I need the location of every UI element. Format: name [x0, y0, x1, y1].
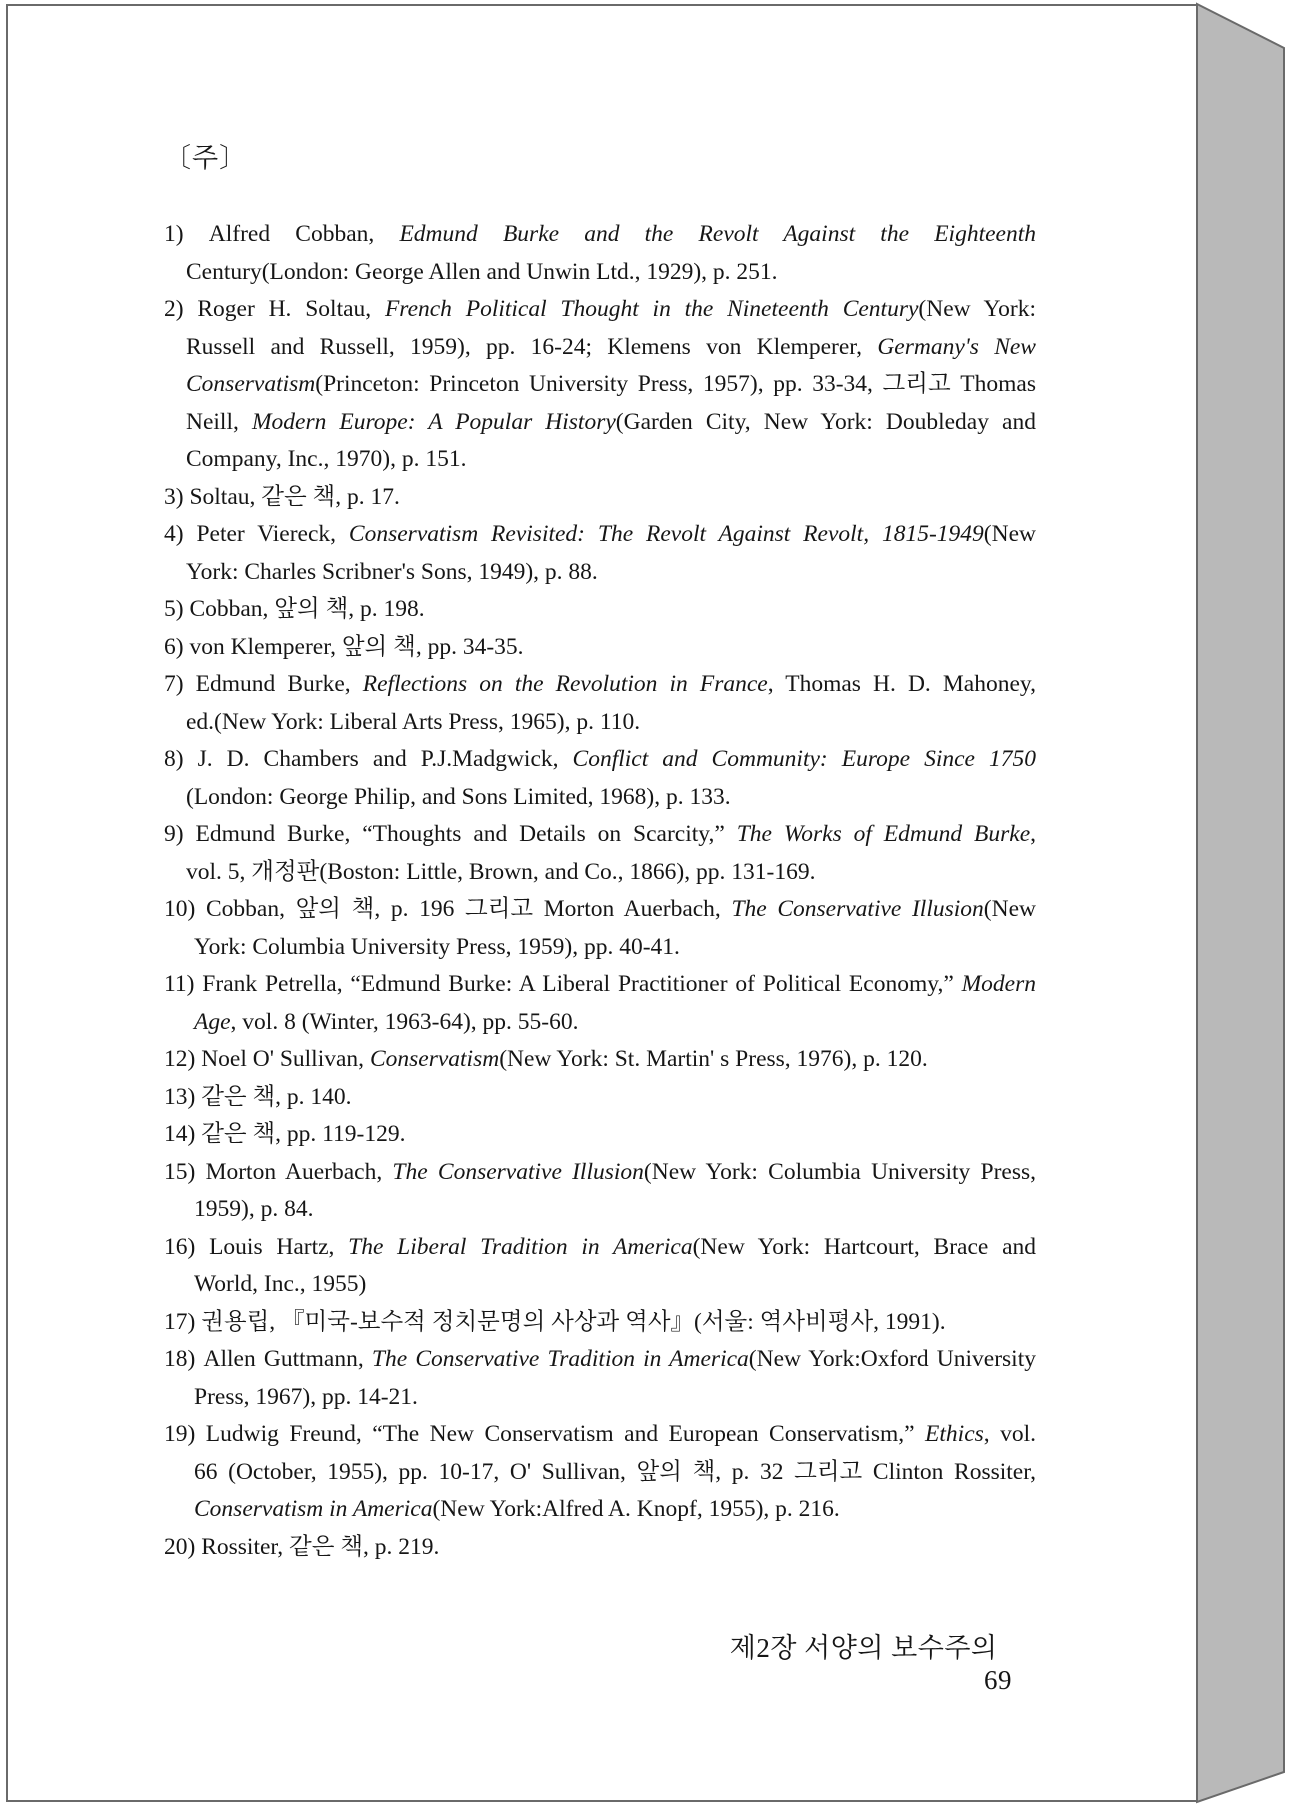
footnote-item	[164, 1154, 1036, 1229]
page-footer	[700, 1626, 1012, 1696]
note-text: 1959), p. 84.	[194, 1196, 314, 1222]
footnotes-list	[164, 216, 1036, 1566]
note-text: (New York: St. Martin' s Press, 1976), p. 120.	[499, 1046, 928, 1072]
note-text: (New York:Oxford University	[748, 1346, 1036, 1372]
footnote-first-line	[164, 1529, 1036, 1567]
note-title: Conservatism Revisited: The Revolt Against Revolt, 1815-1949	[348, 521, 984, 547]
note-title: Modern Europe: A Popular History	[251, 408, 616, 435]
page-number: 69	[984, 1665, 1012, 1695]
footnote-number: 8)	[164, 746, 184, 772]
footnote-number: 3)	[164, 483, 184, 510]
footnote-item	[164, 741, 1036, 816]
footnote-number: 1)	[164, 221, 184, 247]
footnote-continuation	[164, 704, 1036, 742]
note-title: Germany's New Conservatism	[186, 333, 1036, 397]
footnote-item	[164, 666, 1036, 741]
footnote-number: 7)	[164, 671, 184, 697]
note-text: Edmund Burke, “Thoughts and Details on Scarcity,”	[195, 821, 737, 847]
note-text: 66 (October, 1955), pp. 10-17, O' Sullivan, 앞의 책, p. 32 그리고 Clinton Rossiter,	[194, 1458, 1036, 1485]
footnote-item	[164, 216, 1036, 291]
footnote-item	[164, 816, 1036, 891]
note-text: Edmund Burke,	[195, 671, 363, 697]
footnote-continuation	[164, 1379, 1036, 1417]
footnote-first-line	[164, 1416, 1036, 1454]
footnote-number: 18)	[164, 1346, 196, 1372]
note-text: Russell and Russell, 1959), pp. 16-24; Klemens von Klemperer,	[186, 333, 878, 360]
note-text: Alfred Cobban,	[208, 221, 400, 247]
note-text: , vol.	[983, 1421, 1037, 1447]
note-title: Edmund Burke and the Revolt Against the Eighteenth	[399, 221, 1036, 247]
footnote-number: 9)	[164, 821, 184, 847]
footnote-number: 16)	[164, 1233, 196, 1260]
footnote-first-line	[164, 479, 1036, 517]
note-text: (New York: Columbia University Press,	[643, 1158, 1036, 1185]
footnote-item	[164, 629, 1036, 667]
footnote-number: 10)	[164, 896, 196, 922]
note-text: 같은 책, p. 140.	[201, 1083, 352, 1110]
footnote-first-line	[164, 1154, 1036, 1192]
footnote-continuation	[164, 1266, 1036, 1304]
footnote-item	[164, 1079, 1036, 1117]
note-text: Morton Auerbach,	[205, 1158, 393, 1185]
footnote-first-line	[164, 816, 1036, 854]
note-text: (New	[983, 896, 1036, 922]
note-text: (Princeton: Princeton University Press, 1957), pp. 33-34, 그리고 Thomas Neill,	[186, 371, 1036, 435]
footnote-number: 15)	[164, 1158, 196, 1185]
note-text: Roger H. Soltau,	[197, 296, 385, 322]
note-title: Conservatism in America	[194, 1496, 433, 1522]
footnote-item	[164, 1416, 1036, 1529]
note-title: The Liberal Tradition in America	[348, 1233, 693, 1260]
footnote-item	[164, 479, 1036, 517]
note-text: von Klemperer, 앞의 책, pp. 34-35.	[189, 633, 524, 660]
footnote-continuation	[164, 929, 1036, 967]
footnote-number: 13)	[164, 1083, 196, 1110]
footnote-item	[164, 1229, 1036, 1304]
note-text: Soltau, 같은 책, p. 17.	[189, 483, 400, 510]
note-text: (New York: Hartcourt, Brace and	[692, 1233, 1037, 1260]
footnote-item	[164, 1116, 1036, 1154]
footnote-continuation	[164, 554, 1036, 592]
footnote-number: 19)	[164, 1421, 196, 1447]
note-text: Allen Guttmann,	[203, 1346, 372, 1372]
footnote-number: 20)	[164, 1533, 196, 1560]
note-title: Modern	[961, 971, 1036, 997]
notes-heading: 〔주〕	[164, 143, 248, 173]
footnote-number: 14)	[164, 1121, 196, 1147]
note-text: 권용립, 『미국-보수적 정치문명의 사상과 역사』(서울: 역사비평사, 1991).	[201, 1308, 946, 1335]
note-text: Frank Petrella, “Edmund Burke: A Liberal Practitioner of Political Economy,”	[202, 971, 962, 997]
footnote-first-line	[164, 516, 1036, 554]
footnote-item	[164, 1304, 1036, 1342]
note-text: York: Charles Scribner's Sons, 1949), p. 88.	[186, 558, 598, 585]
footnote-item	[164, 516, 1036, 591]
footnote-continuation	[164, 329, 1036, 479]
footnote-first-line	[164, 666, 1036, 704]
note-text: Noel O' Sullivan,	[201, 1046, 370, 1072]
note-text: ,	[1030, 821, 1037, 847]
note-title: The Conservative Illusion	[731, 896, 984, 922]
footnote-continuation	[164, 779, 1036, 817]
note-title: Ethics	[925, 1421, 984, 1447]
footnote-continuation	[164, 254, 1036, 292]
note-text: ed.(New York: Liberal Arts Press, 1965), p. 110.	[186, 708, 641, 735]
note-text: Century(London: George Allen and Unwin Ltd., 1929), p. 251.	[186, 258, 778, 285]
footnote-number: 11)	[164, 971, 195, 997]
note-text: Louis Hartz,	[209, 1233, 349, 1260]
note-title: The Works of Edmund Burke	[736, 821, 1031, 847]
note-text: (New York:	[918, 296, 1036, 322]
footnote-number: 12)	[164, 1046, 196, 1072]
note-text: J. D. Chambers and P.J.Madgwick,	[197, 746, 573, 772]
note-text: Peter Viereck,	[196, 521, 349, 547]
note-text: 같은 책, pp. 119-129.	[201, 1121, 406, 1147]
footnote-first-line	[164, 591, 1036, 629]
footnote-item	[164, 1529, 1036, 1567]
footnote-continuation	[164, 854, 1036, 892]
footnote-first-line	[164, 741, 1036, 779]
note-title: Conservatism	[369, 1046, 500, 1072]
chapter-title: 제2장 서양의 보수주의	[729, 1633, 998, 1663]
note-title: Reflections on the Revolution in France	[362, 671, 768, 697]
note-text: (New York:Alfred A. Knopf, 1955), p. 216.	[432, 1496, 840, 1522]
note-text: Cobban, 앞의 책, p. 198.	[189, 596, 425, 622]
footnote-first-line	[164, 1341, 1036, 1379]
footnote-first-line	[164, 291, 1036, 329]
footnote-number: 5)	[164, 596, 184, 622]
footnote-first-line	[164, 891, 1036, 929]
footnote-item	[164, 1041, 1036, 1079]
footnote-item	[164, 591, 1036, 629]
note-text: Ludwig Freund, “The New Conservatism and European Conservatism,”	[205, 1421, 926, 1447]
note-text: , Thomas H. D. Mahoney,	[767, 671, 1036, 697]
note-text: World, Inc., 1955)	[194, 1271, 367, 1297]
footnote-first-line	[164, 1116, 1036, 1154]
note-text: Press, 1967), pp. 14-21.	[194, 1383, 418, 1410]
footnote-item	[164, 891, 1036, 966]
footnote-first-line	[164, 629, 1036, 667]
footnote-continuation	[164, 1454, 1036, 1529]
note-text: (New	[983, 521, 1036, 547]
note-text: (Garden City, New York: Doubleday and Company, Inc., 1970), p. 151.	[186, 408, 1036, 472]
note-text: (London: George Philip, and Sons Limited, 1968), p. 133.	[186, 783, 731, 810]
footnote-first-line	[164, 1229, 1036, 1267]
footnote-first-line	[164, 216, 1036, 254]
footnote-item	[164, 1341, 1036, 1416]
footnote-first-line	[164, 966, 1036, 1004]
footnote-item	[164, 291, 1036, 479]
note-title: French Political Thought in the Nineteenth Century	[384, 296, 919, 322]
footnote-number: 6)	[164, 633, 184, 660]
note-text: Rossiter, 같은 책, p. 219.	[201, 1533, 440, 1560]
footnote-first-line	[164, 1041, 1036, 1079]
footnote-continuation	[164, 1191, 1036, 1229]
note-title: Conflict and Community: Europe Since 1750	[572, 746, 1037, 772]
note-title: Age	[194, 1008, 231, 1035]
footnote-item	[164, 966, 1036, 1041]
footnote-continuation	[164, 1004, 1036, 1042]
footnote-first-line	[164, 1304, 1036, 1342]
footnote-number: 2)	[164, 296, 184, 322]
note-title: The Conservative Illusion	[392, 1158, 644, 1185]
footnote-number: 17)	[164, 1308, 196, 1335]
note-title: The Conservative Tradition in America	[371, 1346, 749, 1372]
footnote-number: 4)	[164, 521, 184, 547]
note-text: vol. 5, 개정판(Boston: Little, Brown, and Co., 1866), pp. 131-169.	[186, 858, 816, 885]
note-text: Cobban, 앞의 책, p. 196 그리고 Morton Auerbach,	[205, 896, 732, 922]
note-text: , vol. 8 (Winter, 1963-64), pp. 55-60.	[230, 1008, 579, 1035]
note-text: York: Columbia University Press, 1959), pp. 40-41.	[194, 933, 680, 960]
footnote-first-line	[164, 1079, 1036, 1117]
